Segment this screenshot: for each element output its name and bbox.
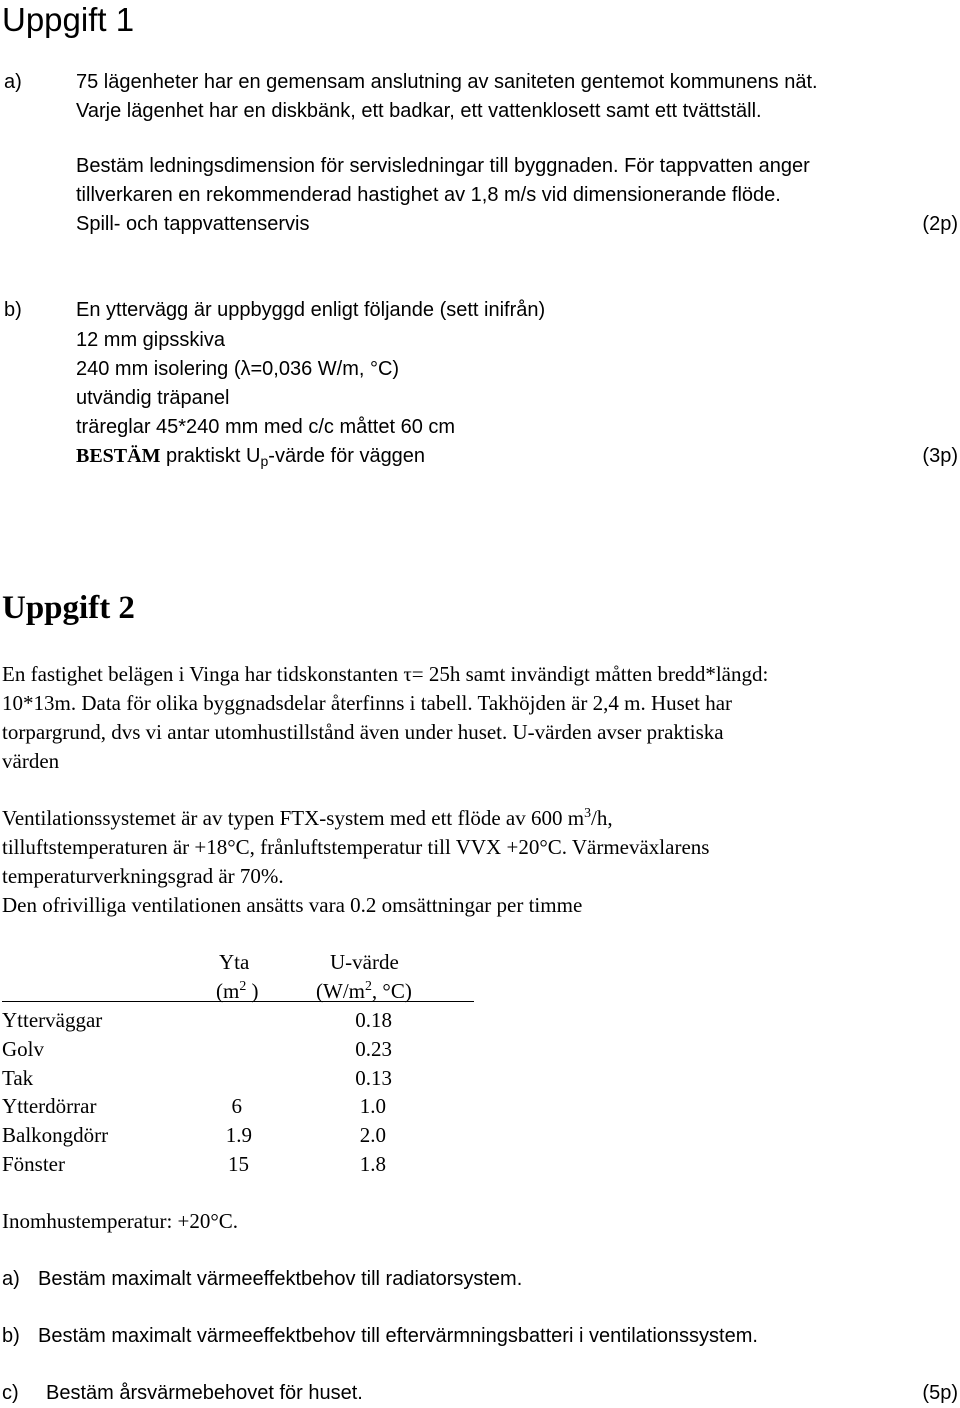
table-row-name: Balkongdörr — [2, 1123, 109, 1147]
task2-vent-line — [2, 805, 613, 830]
table-row-area: 6 — [231, 1094, 242, 1118]
task1-a-points: (2p) — [922, 213, 958, 235]
question-c-text: Bestäm årsvärmebehovet för huset. — [46, 1382, 363, 1404]
question-c-label: c) — [2, 1382, 19, 1404]
task1-b-line-3: 240 mm isolering (λ=0,036 W/m, °C) — [76, 358, 400, 380]
question-b-label: b) — [2, 1325, 20, 1347]
task1-b-instruction — [76, 445, 426, 469]
task2-para1-line-4: värden — [2, 749, 60, 773]
task2-para1-line-1: En fastighet belägen i Vinga har tidskonstanten τ= 25h samt invändigt måtten bredd*längd: — [2, 662, 769, 686]
task2-vent-post: /h, — [591, 806, 613, 830]
question-b-text: Bestäm maximalt värmeeffektbehov till eftervärmningsbatteri i ventilationssystem. — [38, 1325, 758, 1347]
area-unit-sup: 2 — [239, 978, 247, 993]
task2-vent-pre: Ventilationssystemet är av typen FTX-system med ett flöde av 600 m — [2, 806, 585, 830]
task1-b-line-4: utvändig träpanel — [76, 387, 230, 409]
task2-para2-line-3: Den ofrivilliga ventilationen ansätts vara 0.2 omsättningar per timme — [2, 893, 583, 917]
task1-b-instruction-bold: BESTÄM — [76, 445, 161, 467]
table-row-area: 15 — [228, 1152, 249, 1176]
question-a-label: a) — [2, 1268, 20, 1290]
table-row-name: Ytterdörrar — [2, 1094, 97, 1118]
task1-a-line-5: Spill- och tappvattenservis — [76, 213, 310, 235]
task2-title: Uppgift 2 — [2, 590, 135, 626]
table-row-name: Tak — [2, 1066, 34, 1090]
task1-b-instruction-post: -värde för väggen — [268, 445, 426, 467]
task1-b-line-1: En yttervägg är uppbyggd enligt följande (sett inifrån) — [76, 299, 546, 321]
u-unit-sup: 2 — [364, 978, 372, 993]
u-unit-pre: (W/m — [316, 979, 365, 1003]
table-row-name: Golv — [2, 1037, 44, 1061]
area-unit-pre: (m — [216, 979, 240, 1003]
table-header-area: Yta — [219, 950, 250, 974]
table-header-rule — [2, 1001, 474, 1002]
area-unit-post: ) — [246, 979, 259, 1003]
u-unit-post: , °C) — [371, 979, 412, 1003]
table-header-u: U-värde — [330, 950, 399, 974]
table-row-u: 1.8 — [359, 1152, 386, 1176]
task2-para1-line-2: 10*13m. Data för olika byggnadsdelar återfinns i tabell. Takhöjden är 2,4 m. Huset har — [2, 691, 733, 715]
table-row-u: 1.0 — [359, 1094, 386, 1118]
table-header-area-unit — [216, 978, 259, 1003]
table-header-u-unit — [316, 978, 412, 1003]
table-row-u: 0.23 — [355, 1037, 392, 1061]
question-a-text: Bestäm maximalt värmeeffektbehov till radiatorsystem. — [38, 1268, 523, 1290]
table-row-name: Fönster — [2, 1152, 65, 1176]
task2-para2-line-1: tilluftstemperaturen är +18°C, frånluftstemperatur till VVX +20°C. Värmeväxlarens — [2, 835, 710, 859]
task1-a-line-4: tillverkaren en rekommenderad hastighet av 1,8 m/s vid dimensionerande flöde. — [76, 184, 781, 206]
table-row-u: 0.18 — [355, 1008, 392, 1032]
task1-a-line-3: Bestäm ledningsdimension för servisledningar till byggnaden. För tappvatten anger — [76, 155, 810, 177]
table-row-u: 2.0 — [359, 1123, 386, 1147]
table-row-u: 0.13 — [355, 1066, 392, 1090]
task1-b-instruction-pre: praktiskt U — [160, 445, 261, 467]
task2-para2-line-2: temperaturverkningsgrad är 70%. — [2, 864, 284, 888]
table-row-area: 1.9 — [225, 1123, 252, 1147]
task1-a-line-2: Varje lägenhet har en diskbänk, ett badkar, ett vattenklosett samt ett tvättställ. — [76, 100, 762, 122]
task1-a-line-1: 75 lägenheter har en gemensam anslutning av saniteten gentemot kommunens nät. — [76, 71, 818, 93]
task2-para1-line-3: torpargrund, dvs vi antar utomhustillstånd även under huset. U-värden avser praktiska — [2, 720, 724, 744]
task2-points: (5p) — [922, 1382, 958, 1404]
table-row-name: Ytterväggar — [2, 1008, 103, 1032]
task2-vent-sup: 3 — [584, 805, 591, 820]
task1-b-line-5: träreglar 45*240 mm med c/c måttet 60 cm — [76, 416, 456, 438]
task1-b-label: b) — [4, 299, 22, 321]
task1-b-points: (3p) — [922, 445, 958, 467]
task1-a-label: a) — [4, 71, 22, 93]
task1-title: Uppgift 1 — [2, 1, 135, 38]
task1-b-line-2: 12 mm gipsskiva — [76, 329, 225, 351]
indoor-temperature: Inomhustemperatur: +20°C. — [2, 1209, 239, 1233]
task1-b-instruction-sub: p — [260, 453, 269, 469]
